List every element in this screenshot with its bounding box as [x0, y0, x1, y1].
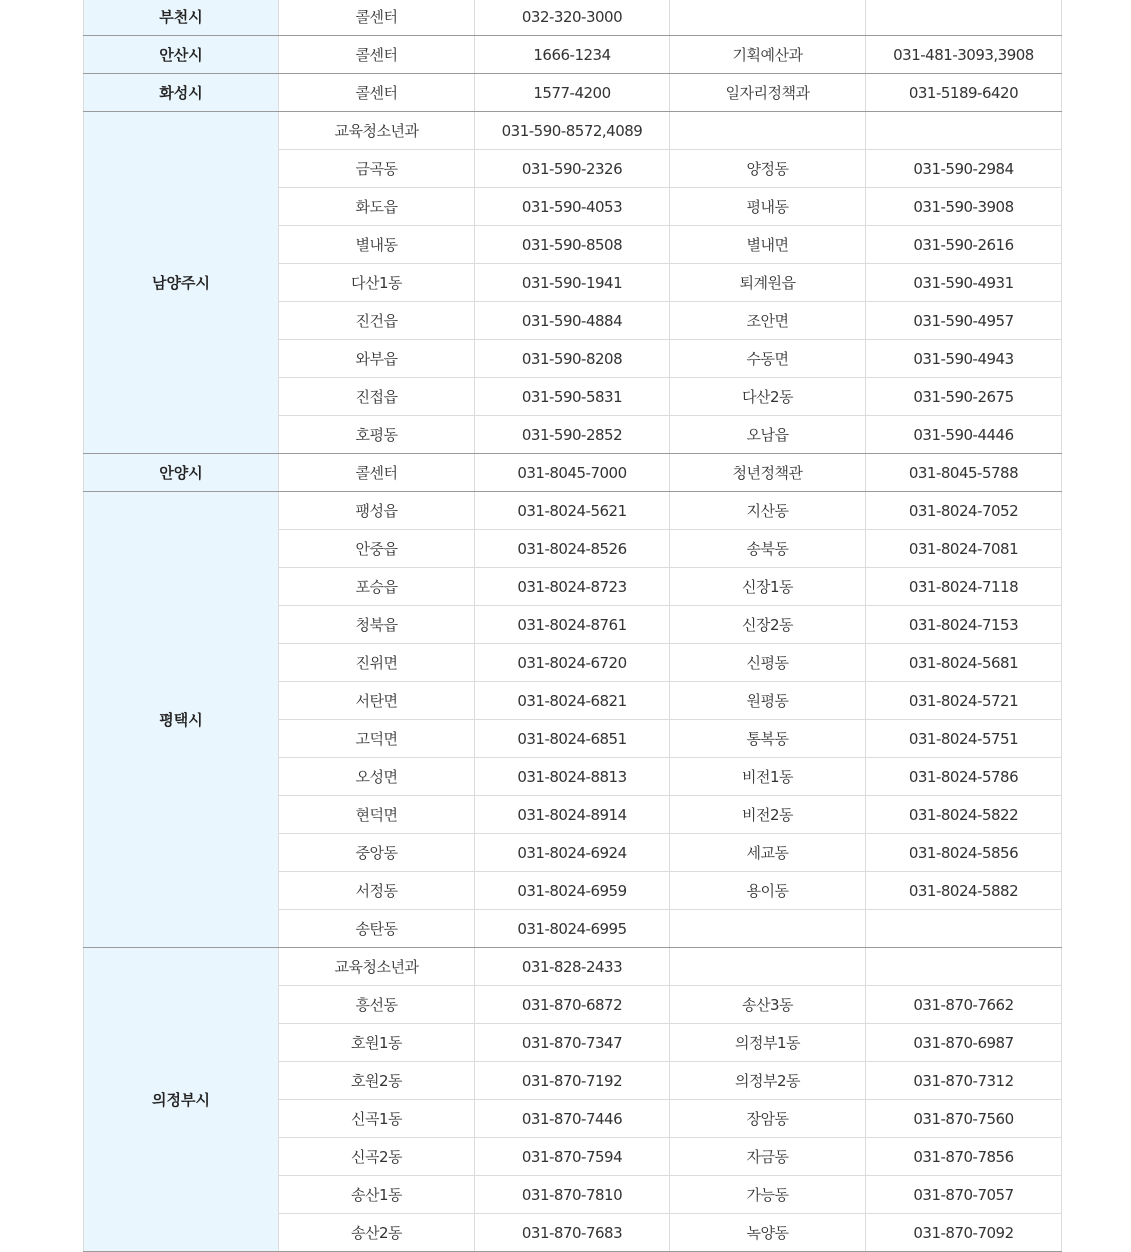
office-name-cell: 청북읍: [279, 606, 475, 644]
table-row: [84, 112, 1062, 150]
office-name-cell: 오남읍: [670, 416, 866, 454]
phone-number-cell: [866, 0, 1062, 36]
phone-number-cell: 031-590-2852: [475, 416, 670, 454]
office-name-cell: 별내면: [670, 226, 866, 264]
office-name-cell: 팽성읍: [279, 492, 475, 530]
office-name-cell: 세교동: [670, 834, 866, 872]
office-name-cell: 호원2동: [279, 1062, 475, 1100]
office-name-cell: [670, 0, 866, 36]
office-name-cell: 수동면: [670, 340, 866, 378]
office-name-cell: 콜센터: [279, 454, 475, 492]
phone-number-cell: 031-590-8572,4089: [475, 112, 670, 150]
office-name-cell: 금곡동: [279, 150, 475, 188]
office-name-cell: 호원1동: [279, 1024, 475, 1062]
office-name-cell: [670, 112, 866, 150]
phone-number-cell: 031-590-3908: [866, 188, 1062, 226]
office-name-cell: 호평동: [279, 416, 475, 454]
table-row: [84, 0, 1062, 36]
office-name-cell: 다산1동: [279, 264, 475, 302]
office-name-cell: 진건읍: [279, 302, 475, 340]
phone-number-cell: 031-8045-5788: [866, 454, 1062, 492]
phone-number-cell: 031-8024-6959: [475, 872, 670, 910]
phone-number-cell: 1666-1234: [475, 36, 670, 74]
phone-number-cell: 031-8024-6851: [475, 720, 670, 758]
city-name-cell: 화성시: [84, 74, 279, 112]
table-row: [84, 36, 1062, 74]
office-name-cell: 포승읍: [279, 568, 475, 606]
phone-number-cell: 031-8024-8526: [475, 530, 670, 568]
phone-number-cell: 031-8024-7118: [866, 568, 1062, 606]
phone-number-cell: [866, 948, 1062, 986]
phone-number-cell: 031-8024-5786: [866, 758, 1062, 796]
office-name-cell: 퇴계원읍: [670, 264, 866, 302]
phone-number-cell: 031-590-4931: [866, 264, 1062, 302]
city-name-cell: 안산시: [84, 36, 279, 74]
phone-number-cell: 031-590-8508: [475, 226, 670, 264]
phone-number-cell: 031-870-7560: [866, 1100, 1062, 1138]
office-name-cell: 청년정책관: [670, 454, 866, 492]
phone-number-cell: [866, 112, 1062, 150]
office-name-cell: 신장2동: [670, 606, 866, 644]
office-name-cell: 가능동: [670, 1176, 866, 1214]
phone-number-cell: 1577-4200: [475, 74, 670, 112]
office-name-cell: 조안면: [670, 302, 866, 340]
table-row: [84, 948, 1062, 986]
table-row: [84, 492, 1062, 530]
phone-number-cell: 031-590-2984: [866, 150, 1062, 188]
phone-number-cell: 031-8024-8761: [475, 606, 670, 644]
phone-number-cell: 031-590-4053: [475, 188, 670, 226]
phone-number-cell: 031-5189-6420: [866, 74, 1062, 112]
phone-number-cell: 031-590-2326: [475, 150, 670, 188]
phone-number-cell: 031-870-7856: [866, 1138, 1062, 1176]
office-name-cell: 별내동: [279, 226, 475, 264]
phone-number-cell: 031-870-7057: [866, 1176, 1062, 1214]
office-name-cell: 안중읍: [279, 530, 475, 568]
phone-number-cell: 031-8024-5882: [866, 872, 1062, 910]
phone-number-cell: 031-8024-7153: [866, 606, 1062, 644]
phone-number-cell: 031-8024-5822: [866, 796, 1062, 834]
office-name-cell: 원평동: [670, 682, 866, 720]
office-name-cell: 비전1동: [670, 758, 866, 796]
office-name-cell: 의정부1동: [670, 1024, 866, 1062]
office-name-cell: 현덕면: [279, 796, 475, 834]
contact-table-body: [84, 0, 1062, 1252]
phone-number-cell: 031-8024-8914: [475, 796, 670, 834]
phone-number-cell: 031-8024-6924: [475, 834, 670, 872]
office-name-cell: 중앙동: [279, 834, 475, 872]
city-name-cell: 부천시: [84, 0, 279, 36]
phone-number-cell: 031-8024-8723: [475, 568, 670, 606]
office-name-cell: 용이동: [670, 872, 866, 910]
phone-number-cell: 031-870-7192: [475, 1062, 670, 1100]
office-name-cell: 장암동: [670, 1100, 866, 1138]
phone-number-cell: 031-590-5831: [475, 378, 670, 416]
office-name-cell: 자금동: [670, 1138, 866, 1176]
office-name-cell: 송탄동: [279, 910, 475, 948]
phone-number-cell: [866, 910, 1062, 948]
phone-number-cell: 031-8024-6995: [475, 910, 670, 948]
phone-number-cell: 031-590-4884: [475, 302, 670, 340]
phone-number-cell: 031-8024-5681: [866, 644, 1062, 682]
office-name-cell: 신평동: [670, 644, 866, 682]
phone-number-cell: 031-870-7092: [866, 1214, 1062, 1252]
table-row: [84, 454, 1062, 492]
office-name-cell: 화도읍: [279, 188, 475, 226]
phone-number-cell: 031-870-6987: [866, 1024, 1062, 1062]
office-name-cell: 일자리정책과: [670, 74, 866, 112]
office-name-cell: 다산2동: [670, 378, 866, 416]
office-name-cell: 콜센터: [279, 74, 475, 112]
city-name-cell: 남양주시: [84, 112, 279, 454]
office-name-cell: 서탄면: [279, 682, 475, 720]
phone-number-cell: 031-8024-6720: [475, 644, 670, 682]
phone-number-cell: 031-590-2675: [866, 378, 1062, 416]
phone-number-cell: 031-590-4957: [866, 302, 1062, 340]
phone-number-cell: 031-481-3093,3908: [866, 36, 1062, 74]
office-name-cell: 진접읍: [279, 378, 475, 416]
office-name-cell: [670, 910, 866, 948]
office-name-cell: 콜센터: [279, 0, 475, 36]
office-name-cell: 비전2동: [670, 796, 866, 834]
office-name-cell: 오성면: [279, 758, 475, 796]
office-name-cell: 서정동: [279, 872, 475, 910]
phone-number-cell: 031-8024-5621: [475, 492, 670, 530]
office-name-cell: 신곡1동: [279, 1100, 475, 1138]
phone-number-cell: 031-870-7810: [475, 1176, 670, 1214]
phone-number-cell: 031-8024-6821: [475, 682, 670, 720]
office-name-cell: 송산1동: [279, 1176, 475, 1214]
phone-number-cell: 031-8024-5721: [866, 682, 1062, 720]
office-name-cell: 통복동: [670, 720, 866, 758]
office-name-cell: 신장1동: [670, 568, 866, 606]
office-name-cell: 평내동: [670, 188, 866, 226]
office-name-cell: 양정동: [670, 150, 866, 188]
phone-number-cell: 031-590-8208: [475, 340, 670, 378]
phone-number-cell: 031-8024-7081: [866, 530, 1062, 568]
city-name-cell: 평택시: [84, 492, 279, 948]
office-name-cell: 의정부2동: [670, 1062, 866, 1100]
phone-number-cell: 031-590-4446: [866, 416, 1062, 454]
table-row: [84, 74, 1062, 112]
phone-number-cell: 031-828-2433: [475, 948, 670, 986]
city-name-cell: 의정부시: [84, 948, 279, 1252]
office-name-cell: 송북동: [670, 530, 866, 568]
phone-number-cell: 031-870-7347: [475, 1024, 670, 1062]
phone-number-cell: 031-590-4943: [866, 340, 1062, 378]
office-name-cell: 흥선동: [279, 986, 475, 1024]
office-name-cell: 콜센터: [279, 36, 475, 74]
phone-number-cell: 032-320-3000: [475, 0, 670, 36]
phone-number-cell: 031-8045-7000: [475, 454, 670, 492]
office-name-cell: 교육청소년과: [279, 948, 475, 986]
phone-number-cell: 031-590-2616: [866, 226, 1062, 264]
office-name-cell: 지산동: [670, 492, 866, 530]
phone-number-cell: 031-8024-5856: [866, 834, 1062, 872]
office-name-cell: 기획예산과: [670, 36, 866, 74]
office-name-cell: 진위면: [279, 644, 475, 682]
phone-number-cell: 031-590-1941: [475, 264, 670, 302]
phone-number-cell: 031-870-7446: [475, 1100, 670, 1138]
office-name-cell: 와부읍: [279, 340, 475, 378]
phone-number-cell: 031-870-6872: [475, 986, 670, 1024]
phone-number-cell: 031-8024-7052: [866, 492, 1062, 530]
phone-number-cell: 031-8024-5751: [866, 720, 1062, 758]
office-name-cell: 녹양동: [670, 1214, 866, 1252]
office-name-cell: 고덕면: [279, 720, 475, 758]
phone-number-cell: 031-870-7662: [866, 986, 1062, 1024]
city-name-cell: 안양시: [84, 454, 279, 492]
phone-number-cell: 031-870-7312: [866, 1062, 1062, 1100]
office-name-cell: [670, 948, 866, 986]
office-name-cell: 신곡2동: [279, 1138, 475, 1176]
office-name-cell: 교육청소년과: [279, 112, 475, 150]
contact-directory-table: [83, 0, 1062, 1252]
office-name-cell: 송산3동: [670, 986, 866, 1024]
phone-number-cell: 031-8024-8813: [475, 758, 670, 796]
phone-number-cell: 031-870-7594: [475, 1138, 670, 1176]
office-name-cell: 송산2동: [279, 1214, 475, 1252]
phone-number-cell: 031-870-7683: [475, 1214, 670, 1252]
